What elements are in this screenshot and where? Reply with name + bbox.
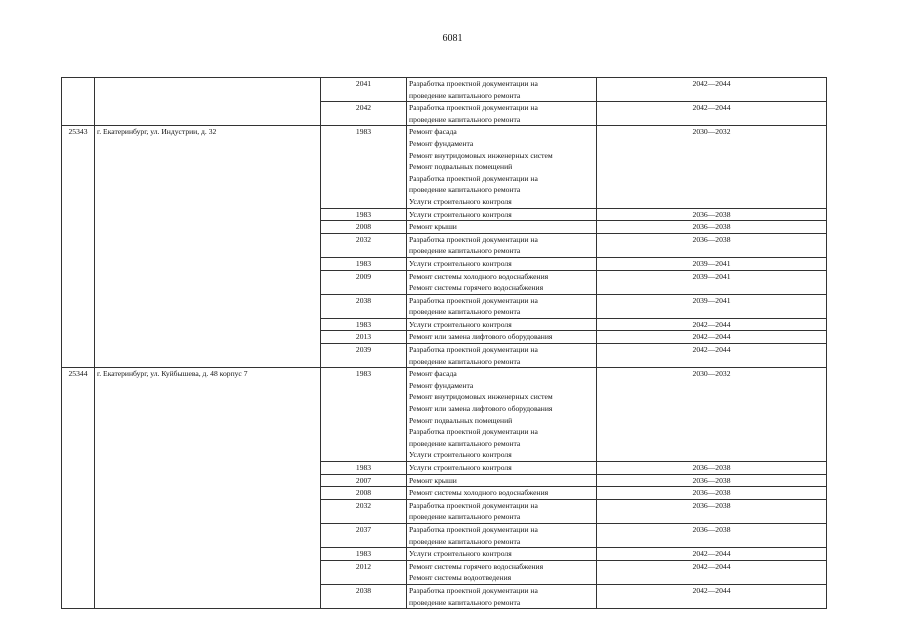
year-cell: 2007 [321, 474, 407, 487]
work-item: Разработка проектной документации на [409, 295, 538, 305]
year-cell: 2032 [321, 499, 407, 523]
year-cell: 1983 [321, 126, 407, 208]
year-cell: 1983 [321, 462, 407, 475]
works-cell [407, 487, 597, 500]
works-cell [407, 102, 597, 126]
work-item: Разработка проектной документации на [409, 524, 538, 534]
work-item: Услуги строительного контроля [409, 319, 512, 329]
work-item: Ремонт подвальных помещений [409, 415, 513, 425]
period-cell: 2042—2044 [597, 318, 827, 331]
period-cell: 2042—2044 [597, 548, 827, 561]
work-item: Ремонт системы водоотведения [409, 573, 512, 583]
year-cell: 2008 [321, 221, 407, 234]
work-item: Разработка проектной документации на [409, 345, 538, 355]
work-item: Ремонт фасада [409, 369, 457, 379]
work-item: проведение капитального ремонта [409, 114, 521, 124]
works-cell [407, 270, 597, 294]
year-cell: 2037 [321, 523, 407, 547]
year-cell: 2013 [321, 331, 407, 344]
works-cell [407, 221, 597, 234]
year-cell: 1983 [321, 257, 407, 270]
period-cell: 2039—2041 [597, 257, 827, 270]
work-item: Разработка проектной документации на [409, 79, 538, 88]
work-item: Ремонт системы холодного водоснабжения [409, 271, 549, 281]
works-cell [407, 257, 597, 270]
repair-schedule-table [61, 77, 827, 609]
page-number: 6081 [442, 33, 463, 44]
work-item: Ремонт фасада [409, 127, 457, 137]
work-item: Разработка проектной документации на [409, 585, 538, 595]
year-cell: 1983 [321, 208, 407, 221]
work-item: Ремонт подвальных помещений [409, 162, 513, 172]
period-cell: 2036—2038 [597, 523, 827, 547]
work-item: проведение капитального ремонта [409, 185, 521, 195]
period-cell: 2039—2041 [597, 270, 827, 294]
period-cell: 2030—2032 [597, 126, 827, 208]
works-cell [407, 233, 597, 257]
works-cell [407, 462, 597, 475]
work-item: Услуги строительного контроля [409, 196, 512, 206]
work-item: проведение капитального ремонта [409, 536, 521, 546]
work-item: проведение капитального ремонта [409, 597, 521, 607]
building-code-cell: 25343 [62, 126, 95, 368]
year-cell: 1983 [321, 548, 407, 561]
year-cell: 2038 [321, 584, 407, 608]
address-cell [95, 78, 321, 126]
work-item: Ремонт внутридомовых инженерных систем [409, 392, 553, 402]
period-cell: 2042—2044 [597, 102, 827, 126]
work-item: Услуги строительного контроля [409, 258, 512, 268]
period-cell: 2030—2032 [597, 368, 827, 462]
works-cell [407, 331, 597, 344]
year-cell: 2042 [321, 102, 407, 126]
period-cell: 2042—2044 [597, 344, 827, 368]
works-cell [407, 294, 597, 318]
period-cell: 2036—2038 [597, 233, 827, 257]
work-item: проведение капитального ремонта [409, 246, 521, 256]
work-item: Ремонт фундамента [409, 138, 474, 148]
period-cell: 2042—2044 [597, 560, 827, 584]
period-cell: 2042—2044 [597, 584, 827, 608]
works-cell [407, 126, 597, 208]
work-item: Разработка проектной документации на [409, 427, 538, 437]
works-cell [407, 523, 597, 547]
year-cell: 2039 [321, 344, 407, 368]
address-cell: г. Екатеринбург, ул. Индустрии, д. 32 [95, 126, 321, 368]
table-row [62, 368, 827, 462]
work-item: Разработка проектной документации на [409, 173, 538, 183]
year-cell: 2038 [321, 294, 407, 318]
works-cell [407, 499, 597, 523]
work-item: Ремонт системы горячего водоснабжения [409, 561, 544, 571]
year-cell: 2032 [321, 233, 407, 257]
works-cell [407, 78, 597, 102]
work-item: Ремонт крыши [409, 222, 457, 232]
address-cell: г. Екатеринбург, ул. Куйбышева, д. 48 корпус 7 [95, 368, 321, 609]
period-cell: 2036—2038 [597, 462, 827, 475]
work-item: Разработка проектной документации на [409, 103, 538, 113]
works-cell [407, 560, 597, 584]
work-item: проведение капитального ремонта [409, 512, 521, 522]
period-cell: 2036—2038 [597, 208, 827, 221]
year-cell: 2041 [321, 78, 407, 102]
table-body [62, 78, 827, 609]
year-cell: 2008 [321, 487, 407, 500]
work-item: Услуги строительного контроля [409, 450, 512, 460]
year-cell: 2009 [321, 270, 407, 294]
year-cell: 1983 [321, 368, 407, 462]
works-cell [407, 548, 597, 561]
work-item: Ремонт системы холодного водоснабжения [409, 488, 549, 498]
table-row [62, 78, 827, 102]
period-cell: 2039—2041 [597, 294, 827, 318]
work-item: Ремонт или замена лифтового оборудования [409, 404, 553, 414]
work-item: проведение капитального ремонта [409, 438, 521, 448]
work-item: Ремонт фундамента [409, 380, 474, 390]
works-cell [407, 368, 597, 462]
work-item: проведение капитального ремонта [409, 90, 521, 100]
year-cell: 1983 [321, 318, 407, 331]
building-code-cell [62, 78, 95, 126]
period-cell: 2042—2044 [597, 78, 827, 102]
period-cell: 2036—2038 [597, 474, 827, 487]
table-row [62, 126, 827, 208]
work-item: проведение капитального ремонта [409, 307, 521, 317]
work-item: Разработка проектной документации на [409, 500, 538, 510]
work-item: Ремонт системы горячего водоснабжения [409, 283, 544, 293]
works-cell [407, 318, 597, 331]
work-item: Услуги строительного контроля [409, 463, 512, 472]
work-item: Ремонт или замена лифтового оборудования [409, 332, 553, 342]
works-cell [407, 474, 597, 487]
period-cell: 2036—2038 [597, 487, 827, 500]
work-item: Ремонт внутридомовых инженерных систем [409, 150, 553, 160]
period-cell: 2036—2038 [597, 221, 827, 234]
building-code-cell: 25344 [62, 368, 95, 609]
works-cell [407, 208, 597, 221]
work-item: Разработка проектной документации на [409, 234, 538, 244]
works-cell [407, 584, 597, 608]
work-item: проведение капитального ремонта [409, 356, 521, 366]
work-item: Ремонт крыши [409, 475, 457, 485]
period-cell: 2036—2038 [597, 499, 827, 523]
works-cell [407, 344, 597, 368]
year-cell: 2012 [321, 560, 407, 584]
period-cell: 2042—2044 [597, 331, 827, 344]
work-item: Услуги строительного контроля [409, 549, 512, 559]
work-item: Услуги строительного контроля [409, 209, 512, 219]
